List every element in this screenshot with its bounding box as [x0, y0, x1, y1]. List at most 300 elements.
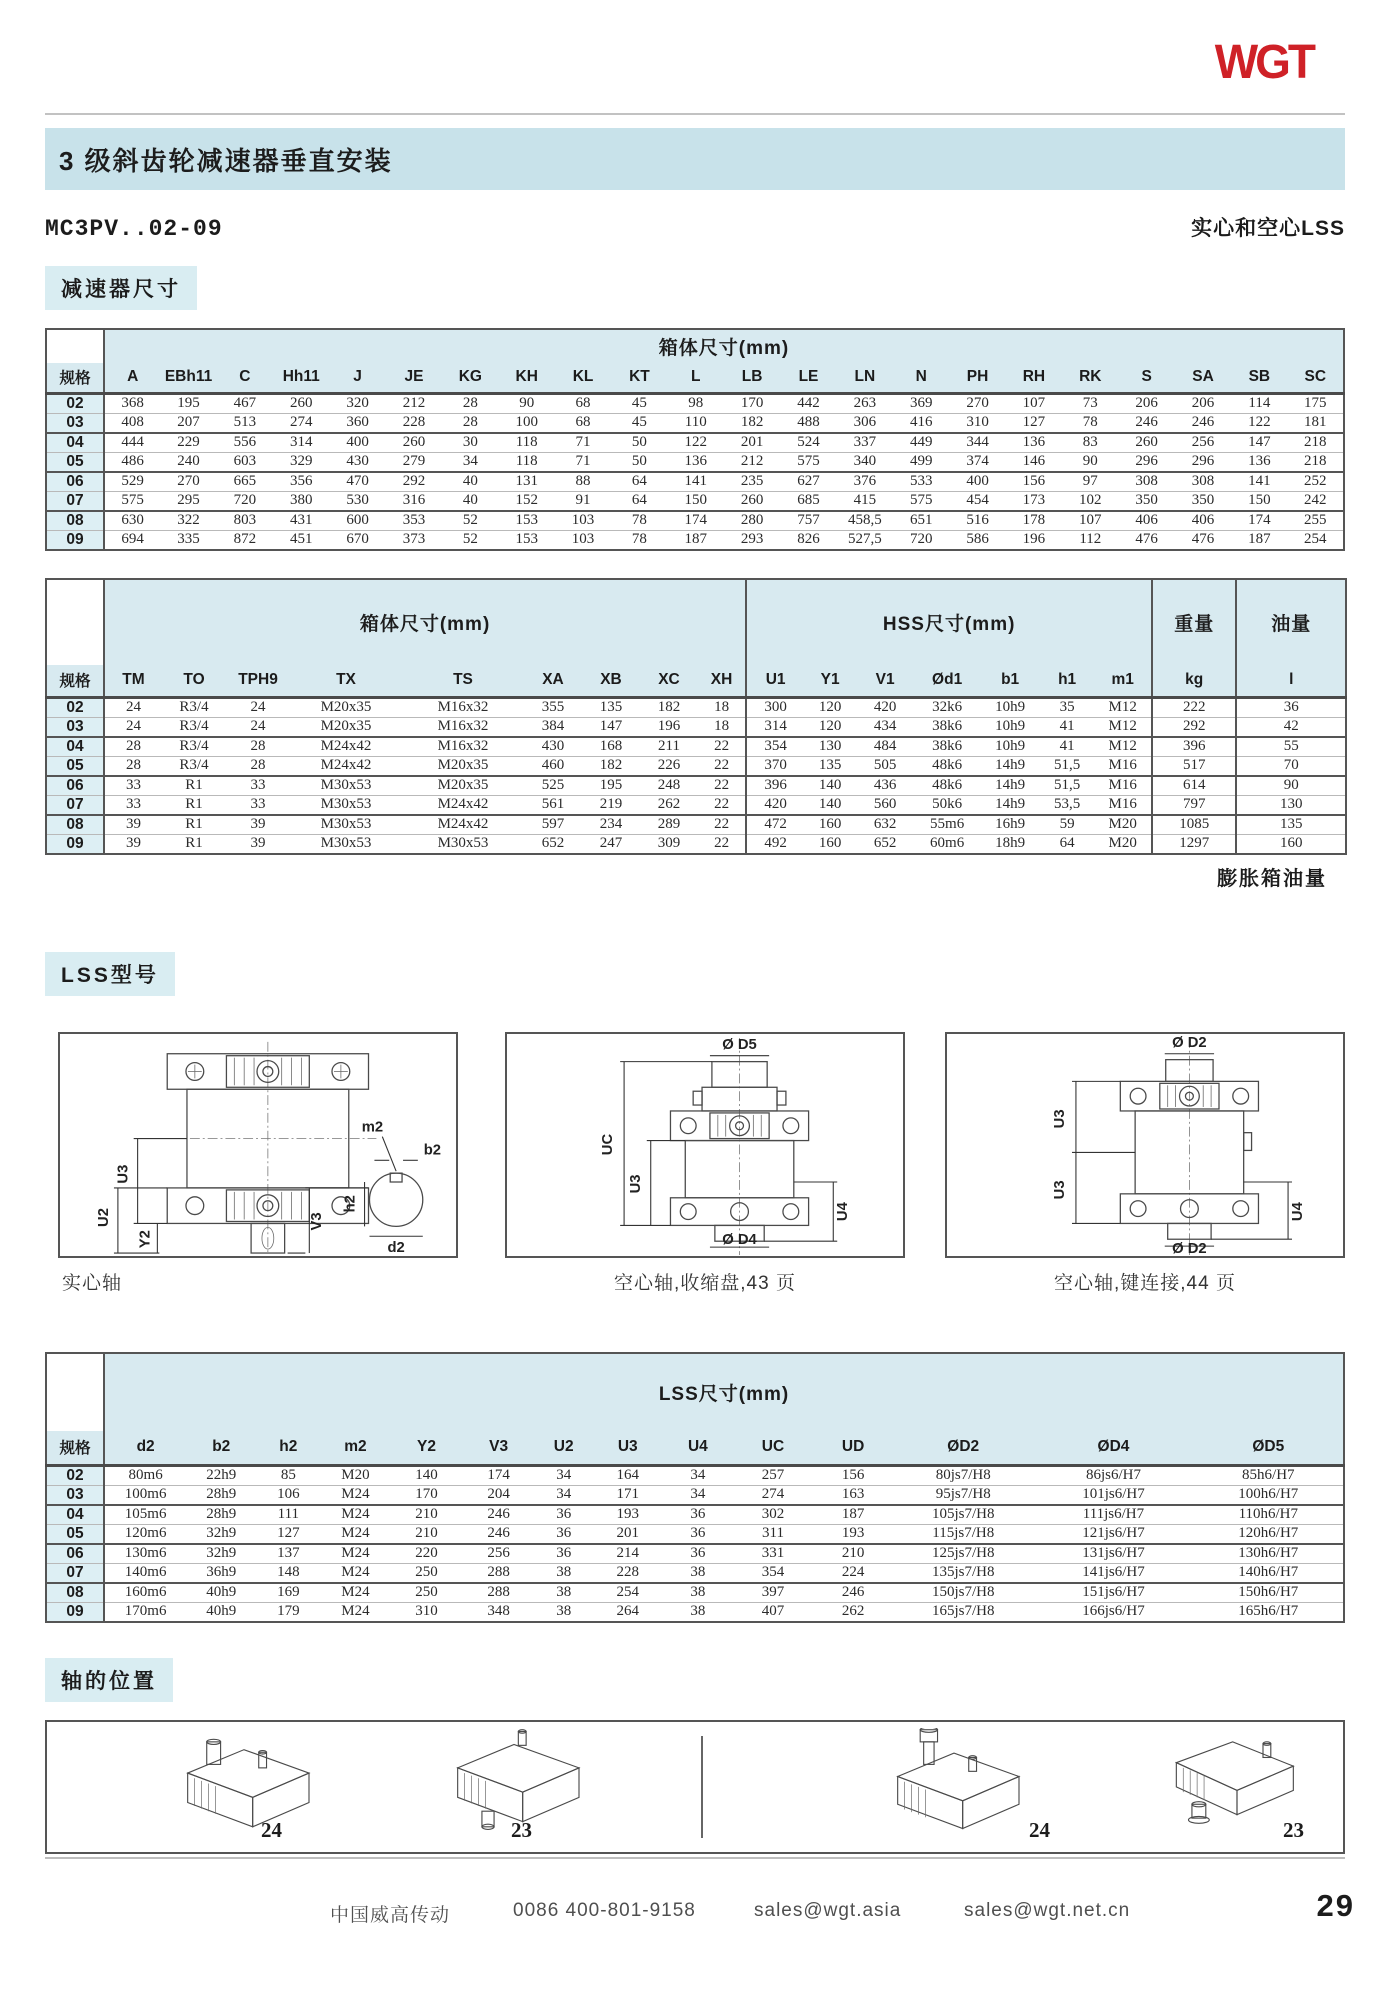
table-cell: 228	[386, 413, 442, 433]
table-cell: 10h9	[980, 697, 1040, 717]
table-cell: 32k6	[914, 697, 980, 717]
table-cell: 40h9	[186, 1602, 256, 1622]
table-cell: 64	[1040, 834, 1094, 854]
table-cell: 173	[1006, 491, 1062, 511]
column-header: C	[217, 363, 273, 393]
table-cell: 229	[160, 433, 216, 453]
table-cell: 670	[329, 530, 385, 550]
table-cell: M20x35	[290, 717, 402, 737]
table-cell: 64	[611, 491, 667, 511]
table-cell: 310	[390, 1602, 462, 1622]
page-number: 29	[1316, 1888, 1355, 1923]
table-cell: 665	[217, 472, 273, 492]
table-cell: R3/4	[162, 697, 226, 717]
row-spec-cell: 09	[46, 834, 104, 854]
table-cell: 373	[386, 530, 442, 550]
table-row	[46, 1505, 1344, 1525]
table-cell: 454	[949, 491, 1005, 511]
table-cell: 797	[1152, 795, 1236, 815]
table-cell: 28	[442, 393, 498, 413]
table-cell: 575	[893, 491, 949, 511]
table-cell: 228	[593, 1563, 663, 1583]
column-header: U3	[593, 1431, 663, 1465]
lss-dimensions-table	[45, 1352, 1345, 1623]
table-cell: 262	[640, 795, 698, 815]
table-cell: 872	[217, 530, 273, 550]
table-cell: 220	[390, 1544, 462, 1564]
column-header: KG	[442, 363, 498, 393]
table-cell: 68	[555, 393, 611, 413]
table-cell: 42	[1236, 717, 1346, 737]
table-cell: 14h9	[980, 776, 1040, 796]
shaft-position-fig-23-disc	[1127, 1728, 1347, 1832]
dim-b2: b2	[423, 1142, 442, 1159]
column-header: LB	[724, 363, 780, 393]
column-header: XB	[582, 665, 640, 697]
table-corner-cell	[46, 329, 104, 363]
table-cell: 160m6	[104, 1583, 186, 1603]
table-cell: 122	[1231, 413, 1287, 433]
caption-hollow-shrink: 空心轴,收缩盘,43 页	[614, 1273, 796, 1294]
table-cell: 34	[535, 1485, 593, 1505]
column-header: LN	[837, 363, 893, 393]
row-spec-cell: 06	[46, 472, 104, 492]
row-spec-cell: 09	[46, 530, 104, 550]
table-cell: 150	[668, 491, 724, 511]
table-cell: 685	[780, 491, 836, 511]
table-cell: 130	[1236, 795, 1346, 815]
table-cell: 252	[1288, 472, 1344, 492]
table-cell: 80js7/H8	[893, 1465, 1033, 1485]
shaft-position-label: 23	[511, 1818, 532, 1842]
table-cell: 22h9	[186, 1465, 256, 1485]
table-cell: 135	[804, 756, 856, 776]
table-cell: 90	[1062, 452, 1118, 472]
column-header: SB	[1231, 363, 1287, 393]
table-cell: 250	[390, 1583, 462, 1603]
table-cell: 131js6/H7	[1033, 1544, 1193, 1564]
column-header: d2	[104, 1431, 186, 1465]
table-cell: 467	[217, 393, 273, 413]
table-cell: 274	[733, 1485, 813, 1505]
table-cell: 182	[582, 756, 640, 776]
table-cell: 484	[856, 737, 914, 757]
table-cell: 98	[668, 393, 724, 413]
table-cell: 150	[1231, 491, 1287, 511]
table-cell: 39	[226, 834, 290, 854]
table-cell: 28	[104, 756, 162, 776]
column-header: V3	[463, 1431, 535, 1465]
table-cell: 206	[1175, 393, 1231, 413]
solid-shaft-drawing	[58, 1032, 458, 1258]
heading-shaft-position: 轴的位置	[45, 1658, 173, 1702]
table-band-header: 重量	[1152, 579, 1236, 665]
column-header: V1	[856, 665, 914, 697]
column-header: KT	[611, 363, 667, 393]
table-cell: 525	[524, 776, 582, 796]
table-cell: 256	[463, 1544, 535, 1564]
table-cell: 125js7/H8	[893, 1544, 1033, 1564]
row-spec-cell: 07	[46, 491, 104, 511]
table-cell: 458,5	[837, 511, 893, 531]
table-cell: 368	[104, 393, 160, 413]
table-cell: 224	[813, 1563, 893, 1583]
table-row	[46, 452, 1344, 472]
table-cell: 40	[442, 472, 498, 492]
table-cell: 246	[813, 1583, 893, 1603]
table-cell: 130h6/H7	[1194, 1544, 1344, 1564]
table-cell: 449	[893, 433, 949, 453]
table-cell: 397	[733, 1583, 813, 1603]
table-cell: 533	[893, 472, 949, 492]
table-cell: 34	[535, 1465, 593, 1485]
table-cell: 280	[724, 511, 780, 531]
table-cell: 354	[733, 1563, 813, 1583]
table-cell: 53,5	[1040, 795, 1094, 815]
table-cell: 110h6/H7	[1194, 1505, 1344, 1525]
table-cell: 586	[949, 530, 1005, 550]
table-band-header: 油量	[1236, 579, 1346, 665]
table-cell: 150h6/H7	[1194, 1583, 1344, 1603]
table-cell: 1297	[1152, 834, 1236, 854]
table-cell: 48k6	[914, 776, 980, 796]
table-cell: 320	[329, 393, 385, 413]
table-cell: 226	[640, 756, 698, 776]
table-cell: 16h9	[980, 815, 1040, 835]
table-cell: 262	[813, 1602, 893, 1622]
table-cell: 140m6	[104, 1563, 186, 1583]
column-header: LE	[780, 363, 836, 393]
shaft-position-label: 24	[1029, 1818, 1050, 1842]
table-cell: R3/4	[162, 756, 226, 776]
table-cell: 22	[698, 737, 746, 757]
caption-hollow-key: 空心轴,键连接,44 页	[1054, 1273, 1236, 1294]
table-cell: 499	[893, 452, 949, 472]
table-cell: 270	[160, 472, 216, 492]
table-cell: 348	[463, 1602, 535, 1622]
row-spec-cell: 03	[46, 1485, 104, 1505]
table-cell: 187	[813, 1505, 893, 1525]
table-cell: M16	[1094, 795, 1152, 815]
table-cell: 137	[256, 1544, 320, 1564]
table-cell: 85	[256, 1465, 320, 1485]
table-cell: 530	[329, 491, 385, 511]
row-spec-cell: 05	[46, 756, 104, 776]
table-cell: 41	[1040, 717, 1094, 737]
row-spec-cell: 08	[46, 815, 104, 835]
table-cell: 632	[856, 815, 914, 835]
table-cell: M20x35	[290, 697, 402, 717]
table-cell: 32h9	[186, 1524, 256, 1544]
table-cell: 32h9	[186, 1544, 256, 1564]
table-cell: 102	[1062, 491, 1118, 511]
table-cell: 254	[593, 1583, 663, 1603]
table-cell: 71	[555, 433, 611, 453]
table-cell: 600	[329, 511, 385, 531]
row-spec-cell: 06	[46, 1544, 104, 1564]
column-header: EBh11	[160, 363, 216, 393]
table-cell: 18	[698, 697, 746, 717]
table-cell: 50	[611, 433, 667, 453]
table-cell: 100h6/H7	[1194, 1485, 1344, 1505]
dim-d2-bottom: Ø D2	[1172, 1241, 1207, 1256]
table-cell: 757	[780, 511, 836, 531]
table-cell: 52	[442, 511, 498, 531]
table-cell: 103	[555, 530, 611, 550]
table-cell: 50	[611, 452, 667, 472]
table-cell: 10h9	[980, 717, 1040, 737]
model-code: MC3PV..02-09	[45, 216, 223, 242]
table-cell: 524	[780, 433, 836, 453]
table-cell: M30x53	[290, 834, 402, 854]
row-spec-cell: 07	[46, 1563, 104, 1583]
table-cell: 168	[582, 737, 640, 757]
table-cell: 356	[273, 472, 329, 492]
table-cell: 78	[611, 530, 667, 550]
table-cell: 105js7/H8	[893, 1505, 1033, 1525]
dim-d5: Ø D5	[722, 1036, 757, 1053]
table-cell: 476	[1118, 530, 1174, 550]
table-cell: 34	[663, 1465, 733, 1485]
column-header: RH	[1006, 363, 1062, 393]
table-cell: 396	[746, 776, 804, 796]
row-spec-cell: 08	[46, 1583, 104, 1603]
table-cell: 148	[256, 1563, 320, 1583]
table-cell: 694	[104, 530, 160, 550]
table-cell: 52	[442, 530, 498, 550]
row-spec-cell: 04	[46, 737, 104, 757]
table-cell: 193	[813, 1524, 893, 1544]
table-cell: M30x53	[290, 795, 402, 815]
table-cell: 246	[463, 1505, 535, 1525]
table-cell: 111js6/H7	[1033, 1505, 1193, 1525]
dim-u4: U4	[1289, 1202, 1306, 1222]
table-cell: M24	[320, 1602, 390, 1622]
table-cell: 260	[724, 491, 780, 511]
shaft-position-fig-23-down	[417, 1728, 637, 1832]
table-cell: 248	[640, 776, 698, 796]
table-cell: 614	[1152, 776, 1236, 796]
dim-d4: Ø D4	[722, 1232, 757, 1249]
table-cell: R3/4	[162, 737, 226, 757]
table-cell: 80m6	[104, 1465, 186, 1485]
housing-dimensions-table-wrap	[45, 328, 1345, 551]
table-cell: 40h9	[186, 1583, 256, 1603]
housing-dimensions-table	[45, 328, 1345, 551]
table-cell: M24	[320, 1563, 390, 1583]
table-cell: M24	[320, 1485, 390, 1505]
column-header: ØD4	[1033, 1431, 1193, 1465]
table-cell: 187	[1231, 530, 1287, 550]
table-cell: 407	[733, 1602, 813, 1622]
table-cell: 826	[780, 530, 836, 550]
table-cell: 516	[949, 511, 1005, 531]
table-row	[46, 795, 1346, 815]
table-cell: 153	[499, 530, 555, 550]
table-cell: 292	[1152, 717, 1236, 737]
table-cell: 83	[1062, 433, 1118, 453]
table-cell: 34	[663, 1485, 733, 1505]
column-header: L	[668, 363, 724, 393]
table-cell: 314	[746, 717, 804, 737]
table-cell: 36	[1236, 697, 1346, 717]
column-header: XC	[640, 665, 698, 697]
shaft-position-fig-24-coupling	[857, 1728, 1077, 1832]
lss-dimensions-table-wrap	[45, 1352, 1345, 1623]
table-cell: M16	[1094, 776, 1152, 796]
table-cell: 110	[668, 413, 724, 433]
table-cell: 160	[1236, 834, 1346, 854]
table-row	[46, 834, 1346, 854]
shaft-position-label: 23	[1283, 1818, 1304, 1842]
table-cell: 90	[1236, 776, 1346, 796]
table-cell: 560	[856, 795, 914, 815]
table-cell: 112	[1062, 530, 1118, 550]
table-cell: 206	[1118, 393, 1174, 413]
table-cell: 24	[226, 697, 290, 717]
table-cell: 38	[535, 1583, 593, 1603]
table-cell: 486	[104, 452, 160, 472]
table-cell: 420	[856, 697, 914, 717]
shaft-position-fig-24-solid	[147, 1728, 367, 1832]
table-cell: 300	[746, 697, 804, 717]
table-cell: 289	[640, 815, 698, 835]
table-cell: 260	[273, 393, 329, 413]
table-cell: 45	[611, 413, 667, 433]
column-header: UD	[813, 1431, 893, 1465]
table-cell: 460	[524, 756, 582, 776]
table-cell: M20x35	[402, 756, 524, 776]
table-cell: 164	[593, 1465, 663, 1485]
column-header: Y1	[804, 665, 856, 697]
table-cell: 95js7/H8	[893, 1485, 1033, 1505]
table-row	[46, 472, 1344, 492]
table-cell: 212	[386, 393, 442, 413]
table-cell: 170m6	[104, 1602, 186, 1622]
table-cell: 211	[640, 737, 698, 757]
table-cell: 70	[1236, 756, 1346, 776]
table-cell: 308	[1118, 472, 1174, 492]
table-cell: 41	[1040, 737, 1094, 757]
row-spec-cell: 05	[46, 452, 104, 472]
table-cell: 406	[1118, 511, 1174, 531]
table-cell: 86js6/H7	[1033, 1465, 1193, 1485]
table-cell: 118	[499, 452, 555, 472]
column-header: ØD5	[1194, 1431, 1344, 1465]
table-cell: 270	[949, 393, 1005, 413]
column-header: Ød1	[914, 665, 980, 697]
column-header: U4	[663, 1431, 733, 1465]
column-header: A	[104, 363, 160, 393]
table-cell: 38	[663, 1583, 733, 1603]
table-cell: 135	[582, 697, 640, 717]
table-cell: 165h6/H7	[1194, 1602, 1344, 1622]
table-cell: 156	[1006, 472, 1062, 492]
table-cell: M16x32	[402, 737, 524, 757]
table-cell: M24	[320, 1544, 390, 1564]
dim-u3: U3	[115, 1164, 132, 1184]
column-header: m2	[320, 1431, 390, 1465]
row-spec-cell: 04	[46, 1505, 104, 1525]
table-cell: 302	[733, 1505, 813, 1525]
table-cell: 163	[813, 1485, 893, 1505]
heading-reducer-dimensions: 减速器尺寸	[45, 266, 197, 310]
table-row	[46, 413, 1344, 433]
column-header: l	[1236, 665, 1346, 697]
table-cell: 257	[733, 1465, 813, 1485]
column-header: XA	[524, 665, 582, 697]
table-cell: 476	[1175, 530, 1231, 550]
table-cell: 201	[593, 1524, 663, 1544]
table-cell: 28	[104, 737, 162, 757]
column-header: 规格	[46, 1431, 104, 1465]
table-cell: 68	[555, 413, 611, 433]
table-cell: 140	[390, 1465, 462, 1485]
table-cell: 60m6	[914, 834, 980, 854]
table-cell: 120m6	[104, 1524, 186, 1544]
table-cell: 260	[386, 433, 442, 453]
table-cell: 652	[856, 834, 914, 854]
table-cell: 151js6/H7	[1033, 1583, 1193, 1603]
table-cell: 152	[499, 491, 555, 511]
table-cell: 311	[733, 1524, 813, 1544]
table-cell: 380	[273, 491, 329, 511]
table-cell: 140h6/H7	[1194, 1563, 1344, 1583]
table-cell: 127	[256, 1524, 320, 1544]
table-cell: M20	[1094, 834, 1152, 854]
table-cell: 406	[1175, 511, 1231, 531]
shaft-position-label: 24	[261, 1818, 282, 1842]
column-header: N	[893, 363, 949, 393]
dim-d2-top: Ø D2	[1172, 1034, 1207, 1051]
table-cell: 527,5	[837, 530, 893, 550]
table-cell: M30x53	[290, 815, 402, 835]
column-header: b2	[186, 1431, 256, 1465]
table-cell: 181	[1288, 413, 1344, 433]
table-cell: 178	[1006, 511, 1062, 531]
table-cell: 306	[837, 413, 893, 433]
table-cell: M24	[320, 1583, 390, 1603]
table-cell: 222	[1152, 697, 1236, 717]
panel-divider	[701, 1736, 703, 1838]
table-cell: 64	[611, 472, 667, 492]
table-cell: 196	[640, 717, 698, 737]
table-cell: 33	[226, 795, 290, 815]
table-cell: 156	[813, 1465, 893, 1485]
hollow-shrink-svg	[507, 1034, 903, 1256]
table-cell: 10h9	[980, 737, 1040, 757]
table-cell: 360	[329, 413, 385, 433]
column-header: PH	[949, 363, 1005, 393]
table-cell: 350	[1118, 491, 1174, 511]
hss-dimensions-table	[45, 578, 1347, 855]
table-cell: 218	[1288, 433, 1344, 453]
table-cell: M30x53	[402, 834, 524, 854]
table-cell: 120	[804, 697, 856, 717]
table-cell: 38	[535, 1563, 593, 1583]
table-cell: M24x42	[290, 756, 402, 776]
table-cell: 100m6	[104, 1485, 186, 1505]
table-cell: M20x35	[402, 776, 524, 796]
column-header: Hh11	[273, 363, 329, 393]
table-cell: 337	[837, 433, 893, 453]
column-header: 规格	[46, 665, 104, 697]
table-cell: 720	[217, 491, 273, 511]
table-cell: 193	[593, 1505, 663, 1525]
table-cell: 354	[746, 737, 804, 757]
caption-solid-shaft: 实心轴	[62, 1273, 123, 1294]
table-cell: 288	[463, 1563, 535, 1583]
